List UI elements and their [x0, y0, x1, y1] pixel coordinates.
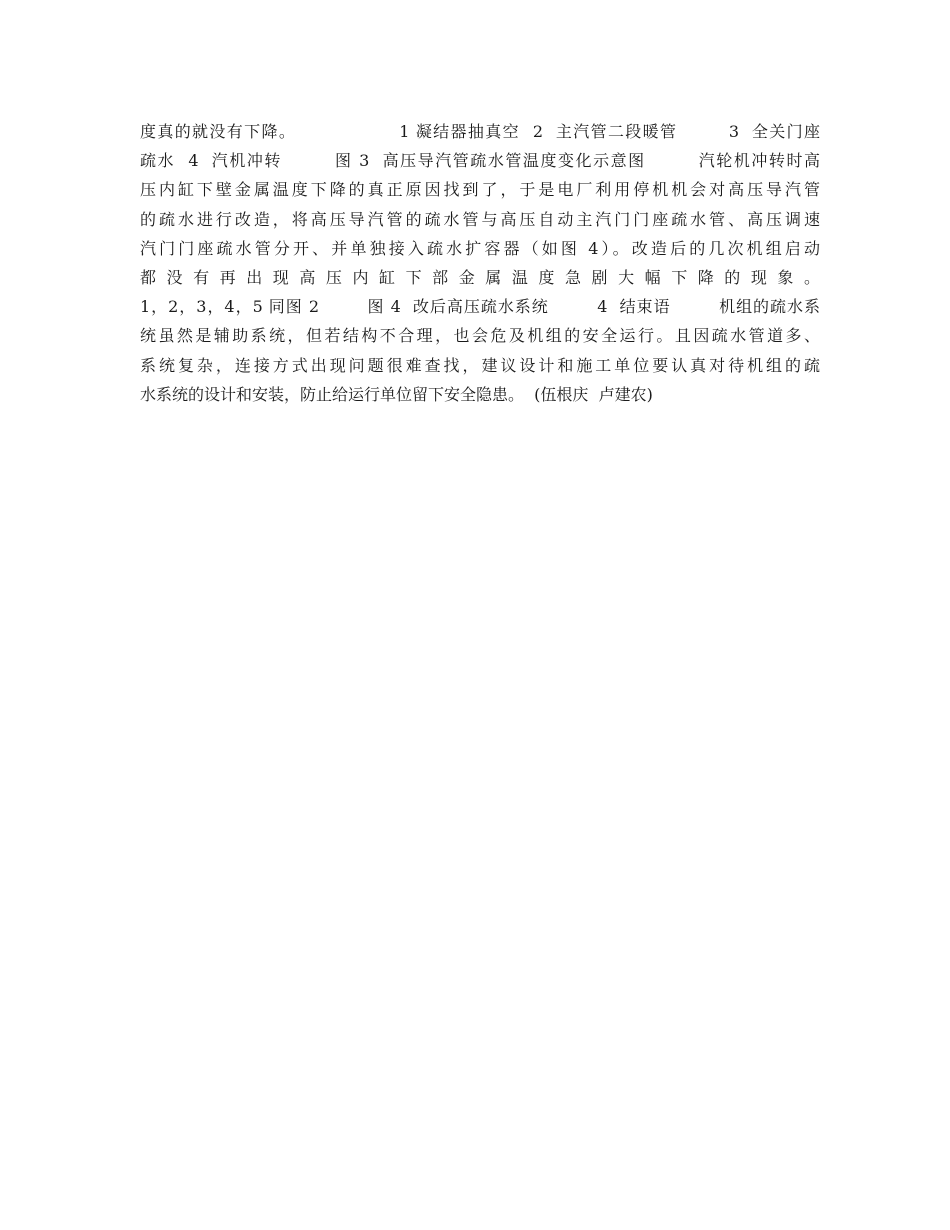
- text-line: 系统复杂，连接方式出现问题很难查找，建议设计和施工单位要认真对待机组的疏: [140, 355, 820, 375]
- text-line: 水系统的设计和安装，防止给运行单位留下安全隐患。 (伍根庆 卢建农): [140, 384, 653, 404]
- text-line: 的疏水进行改造，将高压导汽管的疏水管与高压自动主汽门门座疏水管、高压调速: [140, 209, 820, 229]
- text-line: 1，2，3，4，5 同图 2 图 4 改后高压疏水系统 4 结束语 机组的疏水系: [140, 297, 820, 317]
- text-line: 压内缸下壁金属温度下降的真正原因找到了，于是电厂利用停机机会对高压导汽管: [140, 180, 820, 200]
- text-line: 汽门门座疏水管分开、并单独接入疏水扩容器（如图 4）。改造后的几次机组启动: [140, 238, 820, 258]
- text-line: 都没有再出现高压内缸下部金属温度急剧大幅下降的现象。: [140, 267, 820, 287]
- body-text: [140, 117, 820, 409]
- text-line: 疏水 4 汽机冲转 图 3 高压导汽管疏水管温度变化示意图 汽轮机冲转时高: [140, 151, 820, 171]
- text-line: 度真的就没有下降。 1 凝结器抽真空 2 主汽管二段暖管 3 全关门座: [140, 122, 820, 141]
- text-line: 统虽然是辅助系统，但若结构不合理，也会危及机组的安全运行。且因疏水管道多、: [140, 326, 820, 346]
